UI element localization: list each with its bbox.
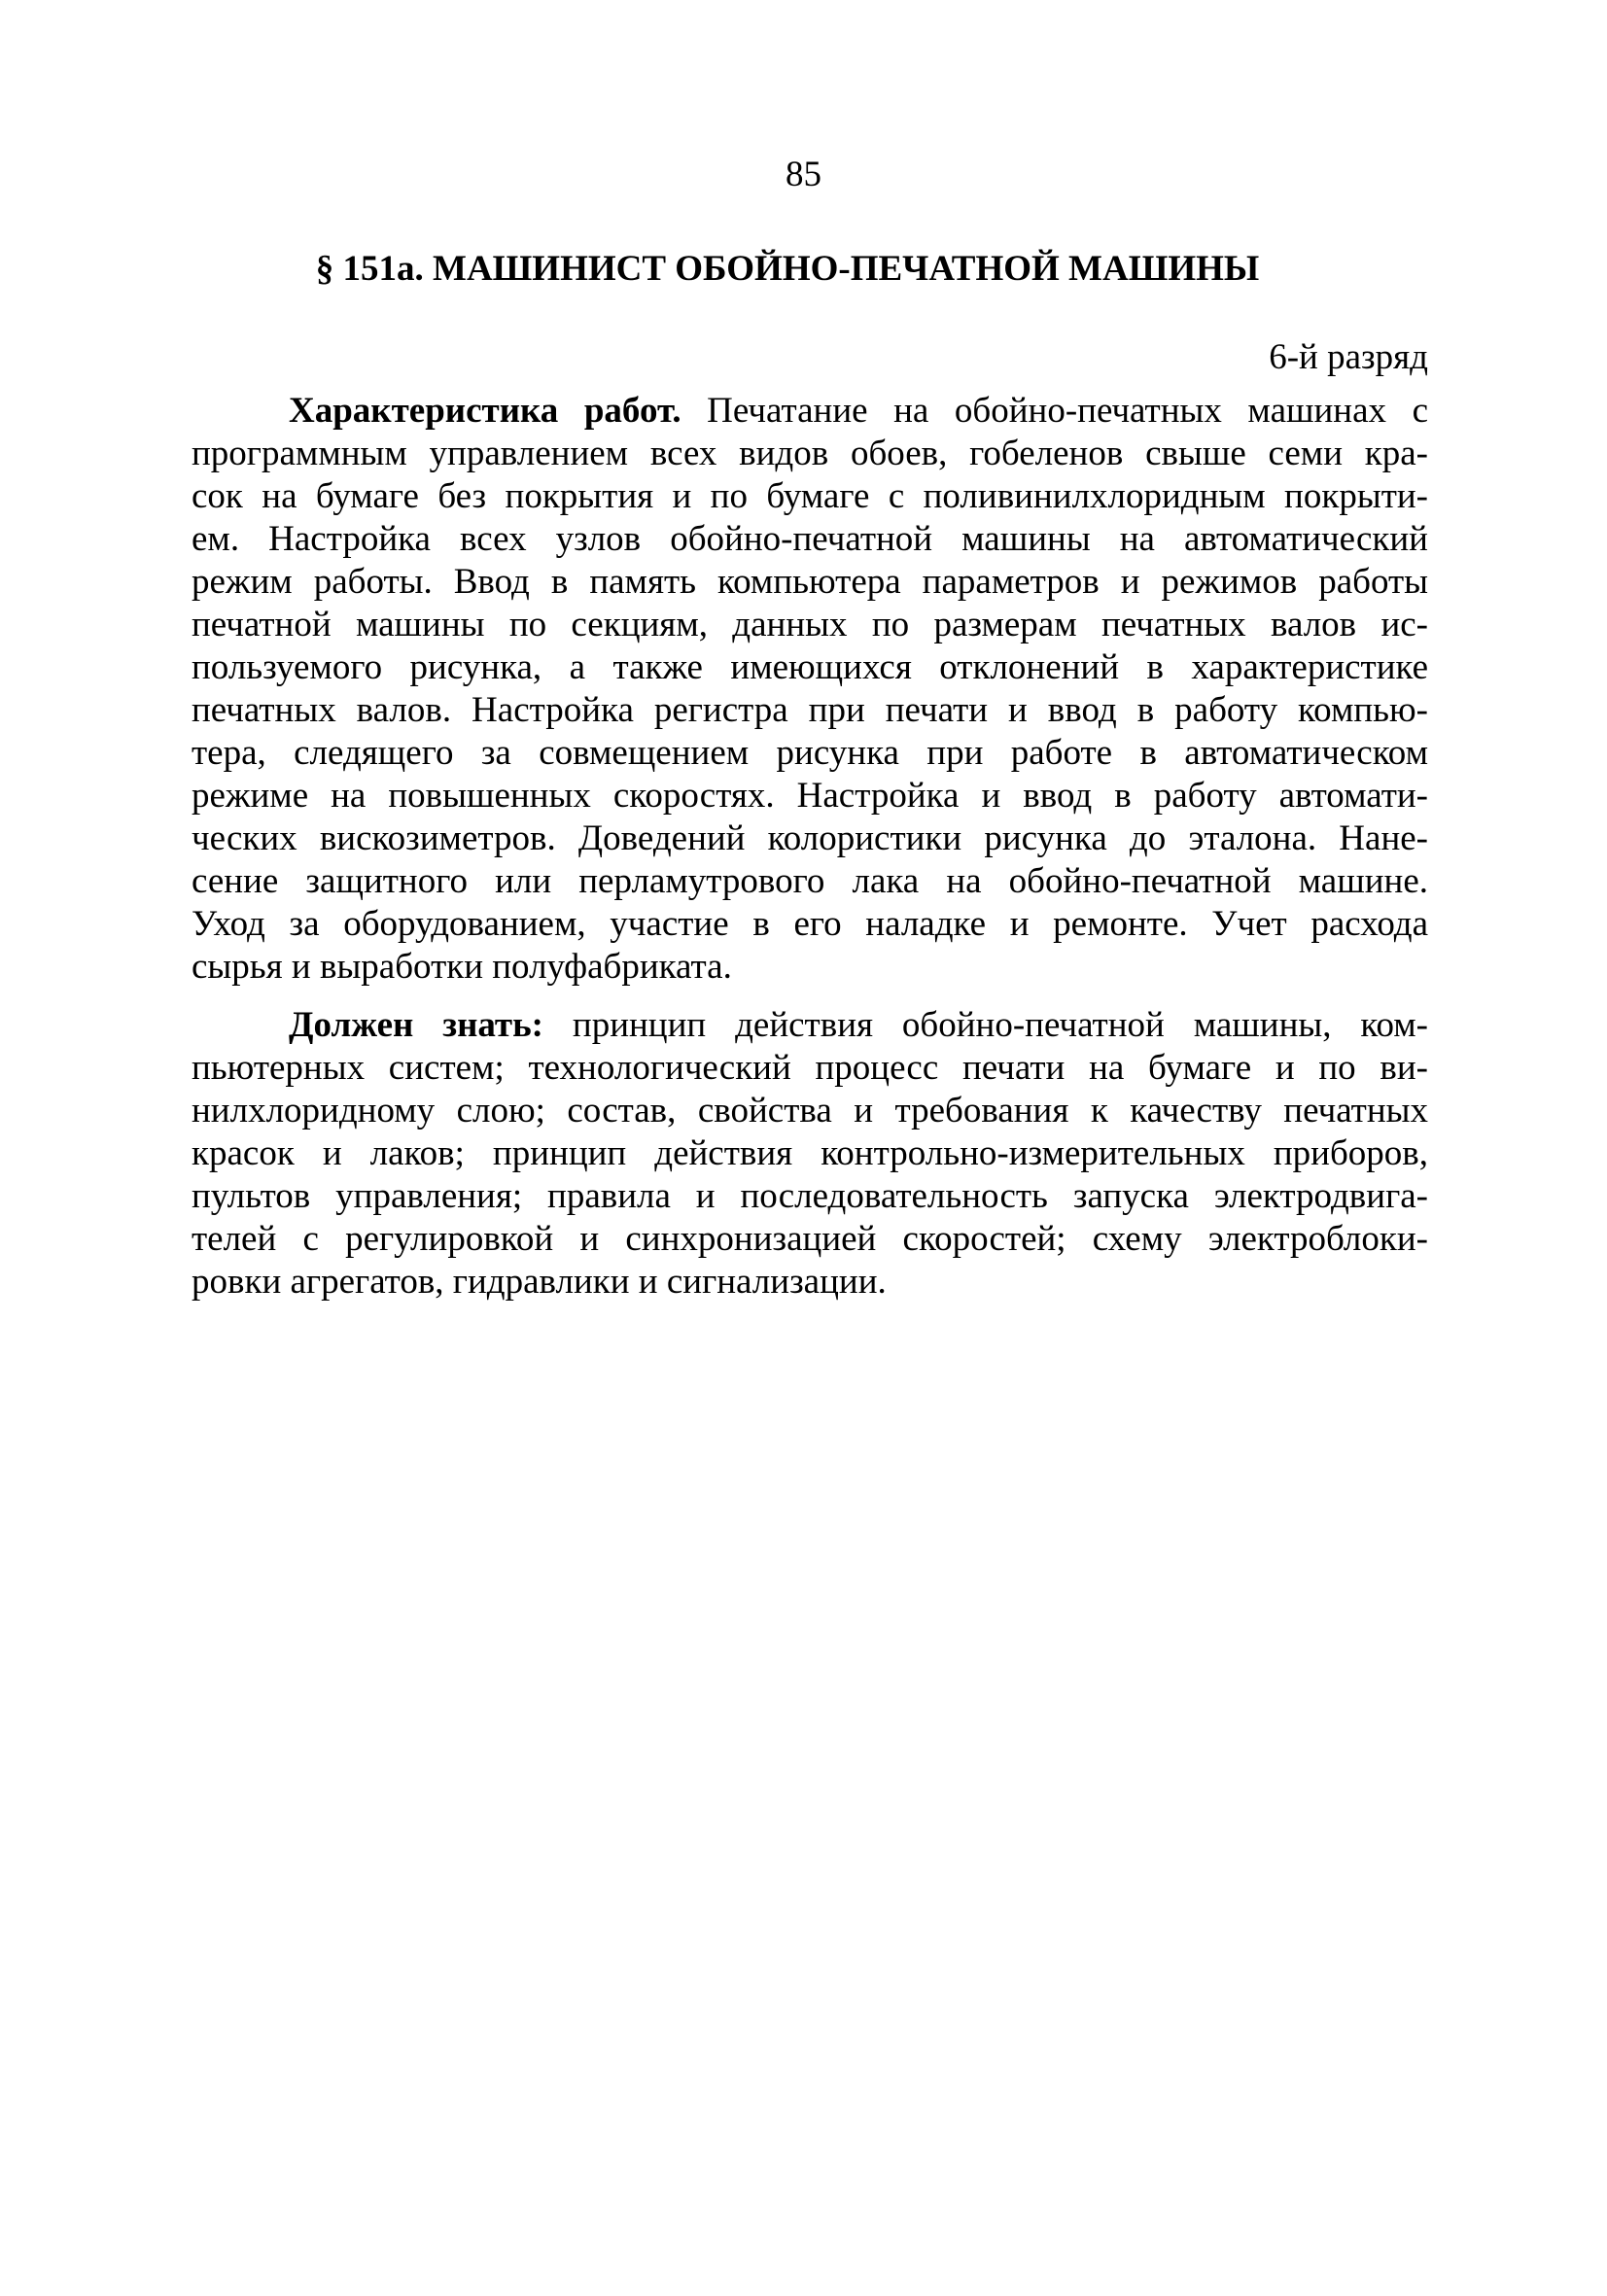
text-line: красок и лаков; принцип действия контрольно-измерительных приборов,	[192, 1133, 1428, 1173]
text-line: пьютерных систем; технологический процесс печати на бумаге и по ви-	[192, 1048, 1428, 1088]
text-line: сырья и выработки полуфабриката.	[192, 947, 732, 987]
line-text: принцип действия обойно-печатной машины, ком-	[543, 1005, 1428, 1045]
paragraph-job-characteristics	[192, 390, 1428, 989]
text-line: печатной машины по секциям, данных по размерам печатных валов ис-	[192, 605, 1428, 644]
text-line: пультов управления; правила и последовательность запуска электродвига-	[192, 1176, 1428, 1216]
text-line: печатных валов. Настройка регистра при печати и ввод в работу компью-	[192, 690, 1428, 730]
text-line: режиме на повышенных скоростях. Настройка и ввод в работу автомати-	[192, 776, 1428, 816]
line-text: Печатание на обойно-печатных машинах с	[681, 391, 1429, 431]
text-line	[192, 1004, 1428, 1047]
text-line: пользуемого рисунка, а также имеющихся отклонений в характеристике	[192, 647, 1428, 687]
text-line: программным управлением всех видов обоев, гобеленов свыше семи кра-	[192, 434, 1428, 473]
text-line: ровки агрегатов, гидравлики и сигнализации.	[192, 1262, 887, 1302]
text-line: нилхлоридному слою; состав, свойства и требования к качеству печатных	[192, 1091, 1428, 1131]
document-body	[192, 390, 1428, 1304]
text-line: ем. Настройка всех узлов обойно-печатной машины на автоматический	[192, 519, 1428, 559]
text-line: ческих вискозиметров. Доведений колористики рисунка до эталона. Нане-	[192, 818, 1428, 858]
page-number: 85	[786, 155, 821, 194]
text-line: Уход за оборудованием, участие в его наладке и ремонте. Учет расхода	[192, 904, 1428, 944]
text-line: тера, следящего за совмещением рисунка при работе в автоматическом	[192, 733, 1428, 773]
grade-label: 6-й разряд	[1269, 337, 1428, 377]
text-line	[192, 390, 1428, 433]
paragraph-lead: Характеристика работ.	[289, 391, 681, 431]
text-line: сение защитного или перламутрового лака на обойно-печатной машине.	[192, 861, 1428, 901]
text-line: телей с регулировкой и синхронизацией скоростей; схему электроблоки-	[192, 1219, 1428, 1259]
section-title: § 151а. МАШИНИСТ ОБОЙНО-ПЕЧАТНОЙ МАШИНЫ	[315, 249, 1260, 289]
text-line: режим работы. Ввод в память компьютера параметров и режимов работы	[192, 562, 1428, 602]
paragraph-required-knowledge	[192, 1004, 1428, 1304]
paragraph-lead: Должен знать:	[289, 1005, 543, 1045]
text-line: сок на бумаге без покрытия и по бумаге с поливинилхлоридным покрыти-	[192, 476, 1428, 516]
